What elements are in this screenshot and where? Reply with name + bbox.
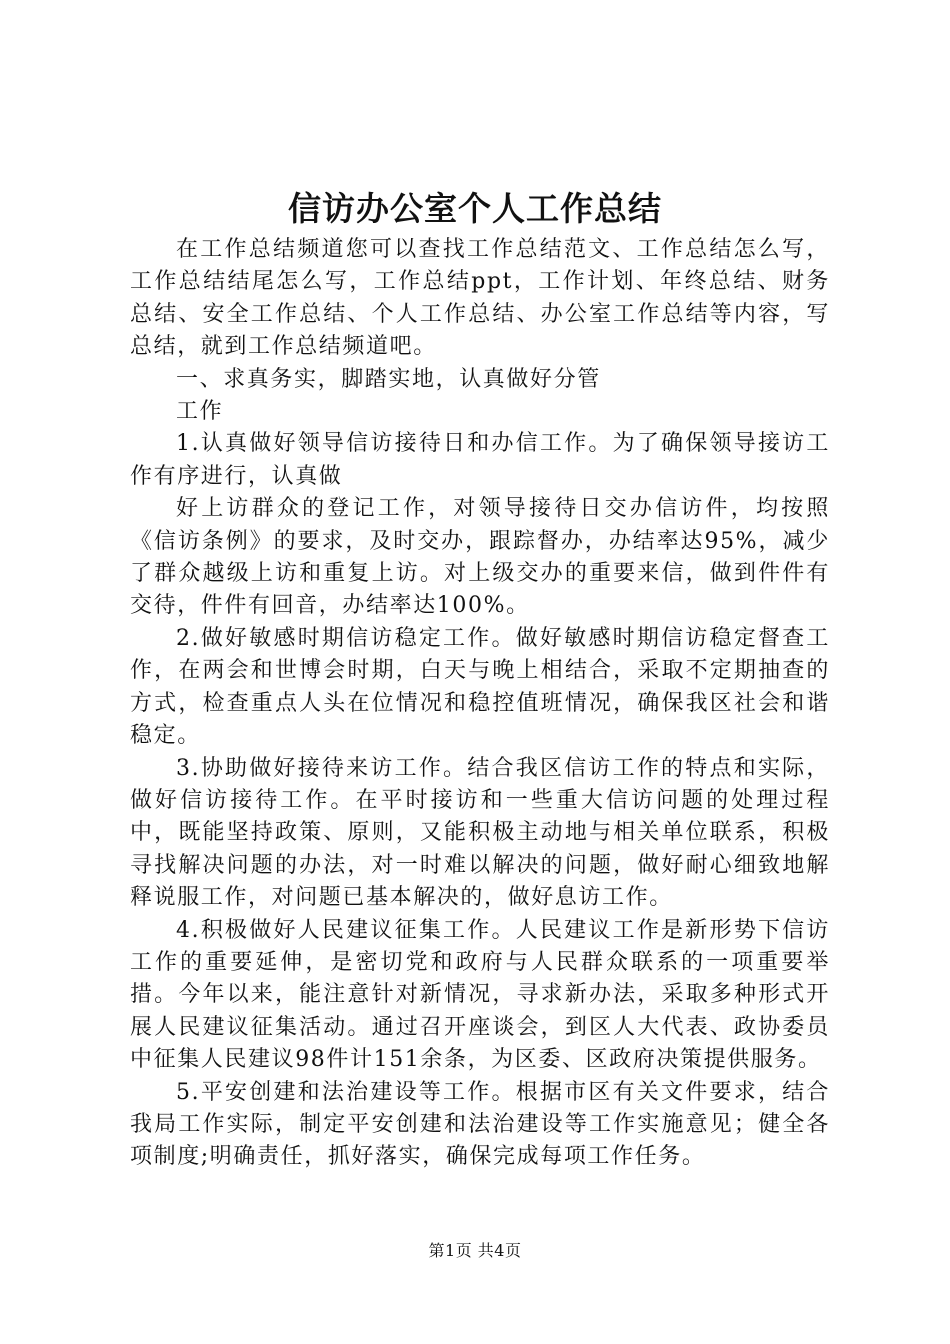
section-heading-1: 一、求真务实，脚踏实地，认真做好分管 (176, 366, 601, 392)
item-3-paragraph: 3.协助做好接待来访工作。结合我区信访工作的特点和实际，做好信访接待工作。在平时接访和一些重大信访问题的处理过程中，既能坚持政策、原则，又能积极主动地与相关单位联系，积极寻找解决问题的办法，对一时难以解决的问题，做好耐心细致地解释说服工作，对问题已基本解决的，做好息访工作。 (130, 755, 830, 911)
item-4-paragraph: 4.积极做好人民建议征集工作。人民建议工作是新形势下信访工作的重要延伸，是密切党和政府与人民群众联系的一项重要举措。今年以来，能注意针对新情况，寻求新办法，采取多种形式开展人民建议征集活动。通过召开座谈会，到区人大代表、政协委员中征集人民建议98件计151余条，为区委、区政府决策提供服务。 (130, 917, 830, 1073)
item-2-paragraph: 2.做好敏感时期信访稳定工作。做好敏感时期信访稳定督查工作，在两会和世博会时期，白天与晚上相结合，采取不定期抽查的方式，检查重点人头在位情况和稳控值班情况，确保我区社会和谐稳定。 (130, 625, 830, 749)
document-title: 信访办公室个人工作总结 (288, 189, 662, 228)
section-heading-1-cont: 工作 (176, 399, 224, 425)
document-body (130, 234, 830, 1174)
page-footer: 第1页 共4页 (428, 1241, 522, 1260)
intro-paragraph: 在工作总结频道您可以查找工作总结范文、工作总结怎么写，工作总结结尾怎么写，工作总结ppt，工作计划、年终总结、财务总结、安全工作总结、个人工作总结、办公室工作总结等内容，写总结，就到工作总结频道吧。 (130, 237, 830, 360)
item-1-paragraph: 1.认真做好领导信访接待日和办信工作。为了确保领导接访工作有序进行，认真做 (130, 431, 830, 489)
item-5-paragraph: 5.平安创建和法治建设等工作。根据市区有关文件要求，结合我局工作实际，制定平安创建和法治建设等工作实施意见；健全各项制度;明确责任，抓好落实，确保完成每项工作任务。 (130, 1079, 830, 1170)
item-1-cont-paragraph: 好上访群众的登记工作，对领导接待日交办信访件，均按照《信访条例》的要求，及时交办，跟踪督办，办结率达95%，减少了群众越级上访和重复上访。对上级交办的重要来信，做到件件有交待，件件有回音，办结率达100%。 (130, 496, 830, 619)
